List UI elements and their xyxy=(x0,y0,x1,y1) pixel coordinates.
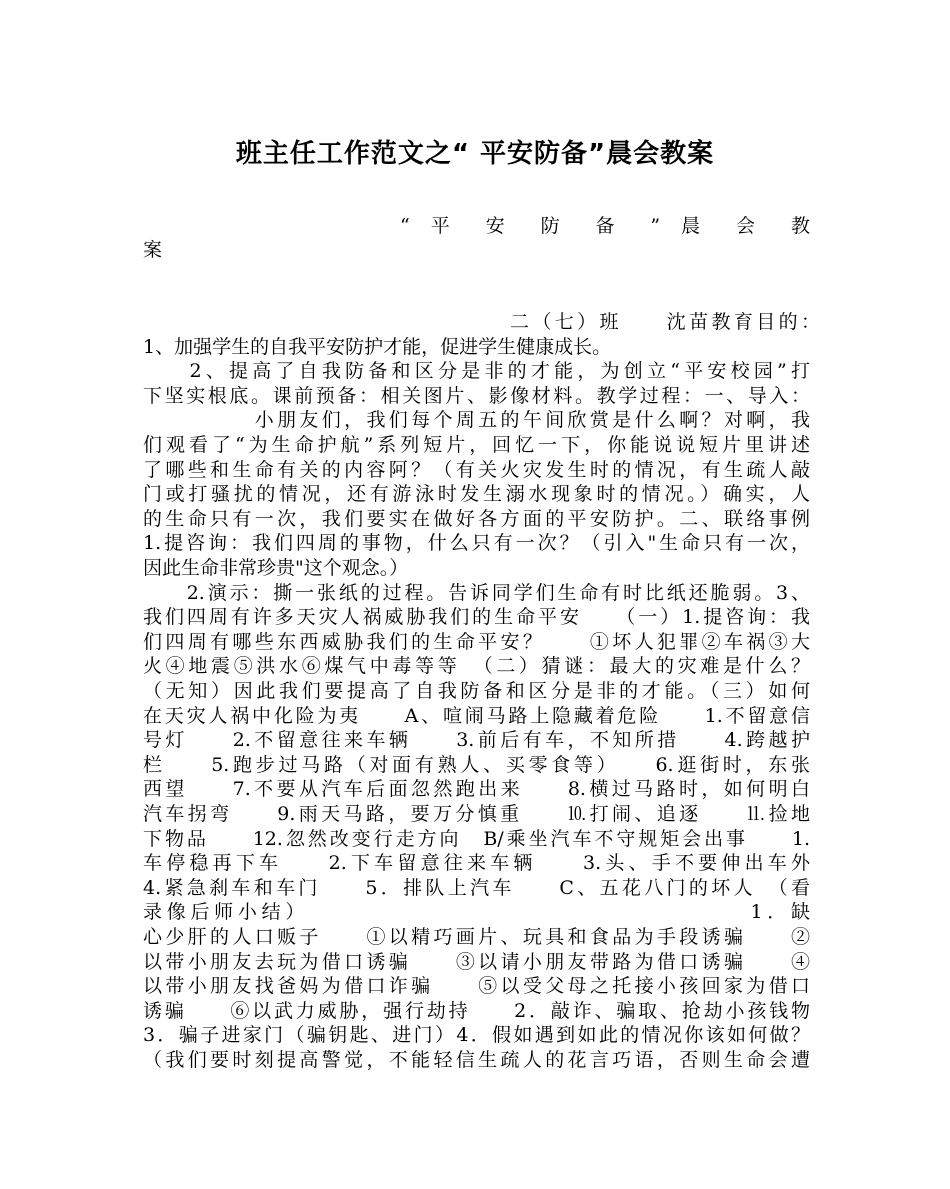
subtitle-line: “ 平 安 防 备 ” 晨 会 教 xyxy=(400,215,810,237)
body-line: 4.紧急刹车和车门 5．排队上汽车 C、五花八门的坏人 （看 xyxy=(143,876,810,899)
body-line: 了哪些和生命有关的内容阿？（有关火灾发生时的情况，有生疏人敲 xyxy=(143,458,810,481)
body-line: 小朋友们，我们每个周五的午间欣赏是什么啊？对啊，我 xyxy=(143,409,810,432)
body-line: 1.提咨询：我们四周的事物，什么只有一次？（引入"生命只有一次， xyxy=(143,532,810,555)
document-title: 班主任工作范文之“ 平安防备”晨会教案 xyxy=(235,139,715,169)
body-line: 们四周有哪些东西威胁我们的生命平安？ ①坏人犯罪②车祸③大 xyxy=(143,630,810,653)
body-line: 在天灾人祸中化险为夷 A、喧闹马路上隐藏着危险 1.不留意信 xyxy=(143,704,810,727)
body-line: 二（七）班 沈苗教育目的： xyxy=(510,311,820,333)
body-line: 车停稳再下车 2.下车留意往来车辆 3.头、手不要伸出车外 xyxy=(143,852,810,875)
body-line: 录像后师小结） 1．缺 xyxy=(143,901,810,924)
body-line: 因此生命非常珍贵"这个观念。） xyxy=(143,557,409,579)
body-line: 我们四周有许多天灾人祸威胁我们的生命平安 （一）1.提咨询：我 xyxy=(143,606,810,629)
body-line: 以带小朋友去玩为借口诱骗 ③以请小朋友带路为借口诱骗 ④ xyxy=(143,950,810,973)
body-line: 下坚实根底。课前预备：相关图片、影像材料。教学过程：一、导入： xyxy=(143,384,810,407)
body-line: 西望 7.不要从汽车后面忽然跑出来 8.横过马路时，如何明白 xyxy=(143,778,810,801)
subtitle-line-continued: 案 xyxy=(143,239,163,261)
body-line: 1、加强学生的自我平安防护才能，促进学生健康成长。 xyxy=(143,335,612,358)
body-line: 的生命只有一次，我们要实在做好各方面的平安防护。二、联络事例 xyxy=(143,507,810,530)
body-line: 2、提高了自我防备和区分是非的才能，为创立“平安校园”打 xyxy=(143,360,810,383)
body-line: （无知）因此我们要提高了自我防备和区分是非的才能。（三）如何 xyxy=(143,680,810,702)
body-line: 以带小朋友找爸妈为借口诈骗 ⑤以受父母之托接小孩回家为借口 xyxy=(143,975,810,998)
body-line: 号灯 2.不留意往来车辆 3.前后有车，不知所措 4.跨越护 xyxy=(143,729,810,752)
body-line: 栏 5.跑步过马路（对面有熟人、买零食等） 6.逛街时，东张 xyxy=(143,753,810,776)
body-line: 3．骗子进家门（骗钥匙、进门）4．假如遇到如此的情况你该如何做？ xyxy=(143,1024,810,1047)
body-line: 下物品 12.忽然改变行走方向 B/乘坐汽车不守规矩会出事 1. xyxy=(143,827,810,850)
body-line: 们观看了“为生命护航”系列短片，回忆一下，你能说说短片里讲述 xyxy=(143,434,810,456)
body-line: 心少肝的人口贩子 ①以精巧画片、玩具和食品为手段诱骗 ② xyxy=(143,926,810,948)
body-line: 门或打骚扰的情况，还有游泳时发生溺水现象时的情况。）确实，人 xyxy=(143,483,810,506)
body-line: （我们要时刻提高警觉，不能轻信生疏人的花言巧语，否则生命会遭 xyxy=(143,1049,810,1071)
body-line: 汽车拐弯 9.雨天马路，要万分慎重 ⒑打闹、追逐 ⒒捡地 xyxy=(143,803,810,825)
body-line: 2.演示：撕一张纸的过程。告诉同学们生命有时比纸还脆弱。3、 xyxy=(143,581,810,604)
body-line: 诱骗 ⑥以武力威胁，强行劫持 2．敲诈、骗取、抢劫小孩钱物 xyxy=(143,999,810,1022)
body-line: 火④地震⑤洪水⑥煤气中毒等等 （二）猜谜：最大的灾难是什么？ xyxy=(143,655,810,678)
